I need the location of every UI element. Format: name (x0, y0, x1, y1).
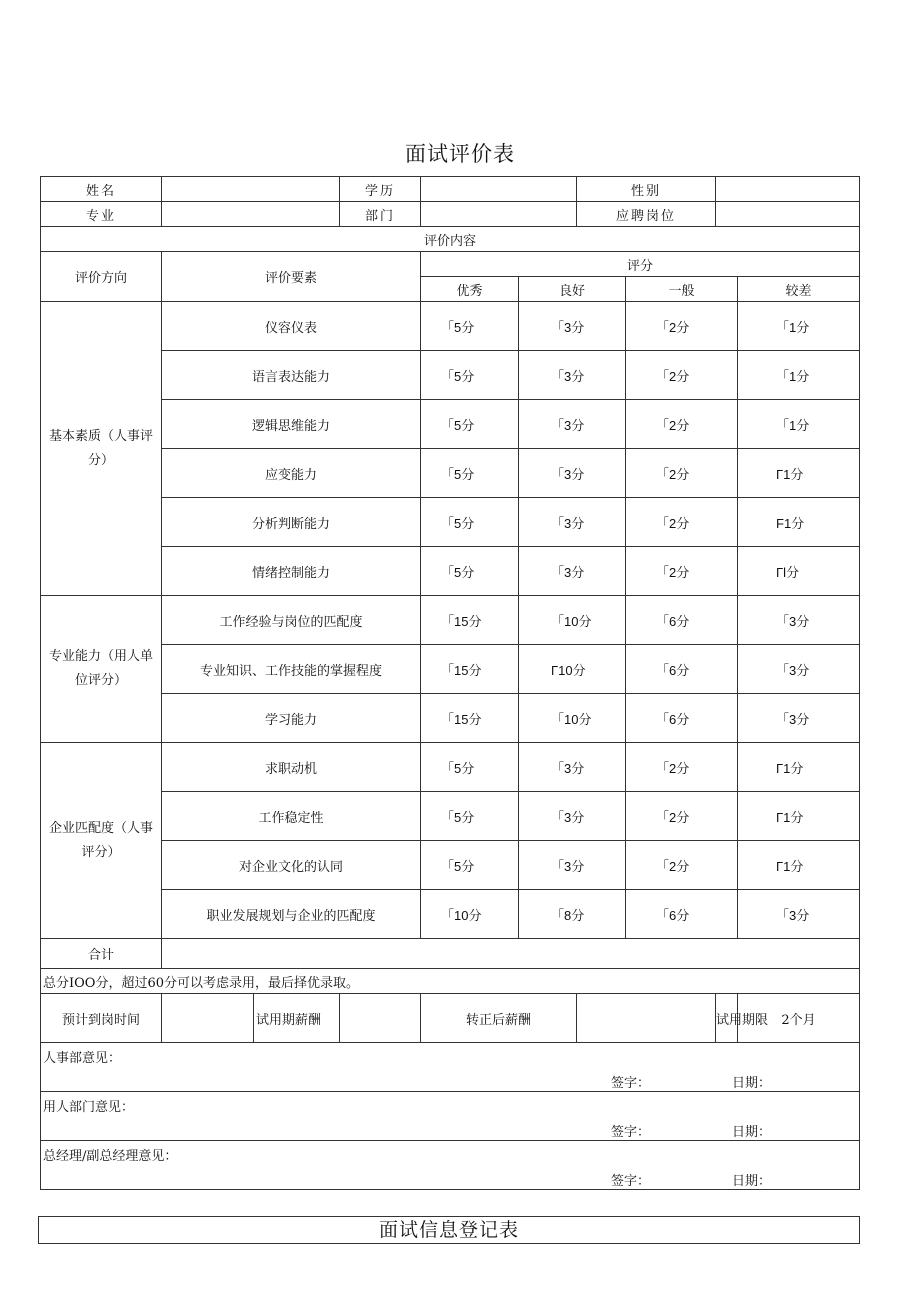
total-field[interactable] (162, 939, 860, 969)
probation-period-label: 试用期限 (716, 994, 738, 1043)
education-label: 学历 (340, 177, 421, 202)
score-option[interactable]: 「3分 (519, 547, 626, 596)
item-label: 分析判断能力 (162, 498, 421, 547)
date-label: 日期： (732, 1076, 772, 1091)
score-option[interactable]: 「2分 (626, 743, 738, 792)
arrival-field[interactable] (162, 994, 254, 1043)
score-option[interactable]: 「2分 (626, 449, 738, 498)
score-option[interactable]: 「3分 (738, 694, 860, 743)
direction-header: 评价方向 (41, 252, 162, 302)
dept-opinion-box[interactable] (41, 1092, 860, 1141)
score-option[interactable]: 「5分 (421, 547, 519, 596)
score-option[interactable]: Γ1分 (738, 743, 860, 792)
score-option[interactable]: 「2分 (626, 841, 738, 890)
score-option[interactable]: 「6分 (626, 694, 738, 743)
gm-opinion-box[interactable] (41, 1141, 860, 1190)
score-option[interactable]: 「3分 (519, 449, 626, 498)
position-label: 应聘岗位 (577, 202, 716, 227)
education-field[interactable] (421, 177, 577, 202)
score-option[interactable]: F1分 (738, 498, 860, 547)
regular-salary-field[interactable] (577, 994, 716, 1043)
gender-label: 性别 (577, 177, 716, 202)
item-label: 语言表达能力 (162, 351, 421, 400)
score-option[interactable]: 「3分 (738, 890, 860, 939)
score-option[interactable]: 「2分 (626, 351, 738, 400)
score-option[interactable]: 「5分 (421, 449, 519, 498)
item-label: 工作经验与岗位的匹配度 (162, 596, 421, 645)
next-form-title: 面试信息登记表 (38, 1216, 860, 1244)
item-label: 求职动机 (162, 743, 421, 792)
score-option[interactable]: 「5分 (421, 351, 519, 400)
total-label: 合计 (41, 939, 162, 969)
hr-opinion-box[interactable] (41, 1043, 860, 1092)
elements-header: 评价要素 (162, 252, 421, 302)
score-option[interactable]: 「5分 (421, 400, 519, 449)
score-option[interactable]: 「5分 (421, 792, 519, 841)
level-average: 一般 (626, 277, 738, 302)
score-option[interactable]: 「3分 (738, 645, 860, 694)
item-label: 仪容仪表 (162, 302, 421, 351)
hr-opinion-label: 人事部意见： (43, 1051, 122, 1066)
score-option[interactable]: 「1分 (738, 400, 860, 449)
score-option[interactable]: 「2分 (626, 302, 738, 351)
signature-label: 签字： (611, 1076, 651, 1091)
score-option[interactable]: 「15分 (421, 645, 519, 694)
item-label: 情绪控制能力 (162, 547, 421, 596)
score-option[interactable]: 「3分 (519, 351, 626, 400)
section-header: 评价内容 (41, 227, 860, 252)
score-option[interactable]: 「15分 (421, 596, 519, 645)
item-label: 学习能力 (162, 694, 421, 743)
score-option[interactable]: 「2分 (626, 400, 738, 449)
name-field[interactable] (162, 177, 340, 202)
name-label: 姓名 (41, 177, 162, 202)
score-option[interactable]: 「1分 (738, 351, 860, 400)
item-label: 工作稳定性 (162, 792, 421, 841)
score-option[interactable]: 「2分 (626, 547, 738, 596)
position-field[interactable] (716, 202, 860, 227)
score-option[interactable]: 「2分 (626, 792, 738, 841)
score-option[interactable]: Γl分 (738, 547, 860, 596)
score-option[interactable]: 「6分 (626, 596, 738, 645)
score-option[interactable]: 「3分 (519, 498, 626, 547)
score-option[interactable]: 「1分 (738, 302, 860, 351)
major-field[interactable] (162, 202, 340, 227)
score-option[interactable]: Γ10分 (519, 645, 626, 694)
level-excellent: 优秀 (421, 277, 519, 302)
date-label: 日期： (732, 1125, 772, 1140)
level-poor: 较差 (738, 277, 860, 302)
score-option[interactable]: 「6分 (626, 890, 738, 939)
score-option[interactable]: 「3分 (519, 302, 626, 351)
score-option[interactable]: 「10分 (519, 596, 626, 645)
item-label: 逻辑思维能力 (162, 400, 421, 449)
gender-field[interactable] (716, 177, 860, 202)
group-professional-ability: 专业能力（用人单位评分） (41, 596, 162, 743)
regular-salary-label: 转正后薪酬 (421, 994, 577, 1043)
form-title: 面试评价表 (405, 142, 515, 166)
probation-period-value: 2个月 (738, 994, 860, 1043)
probation-salary-field[interactable] (340, 994, 421, 1043)
score-option[interactable]: 「5分 (421, 498, 519, 547)
score-option[interactable]: 「3分 (738, 596, 860, 645)
level-good: 良好 (519, 277, 626, 302)
item-label: 应变能力 (162, 449, 421, 498)
score-header: 评分 (421, 252, 860, 277)
score-option[interactable]: Γ1分 (738, 449, 860, 498)
group-company-fit: 企业匹配度（人事评分） (41, 743, 162, 939)
item-label: 专业知识、工作技能的掌握程度 (162, 645, 421, 694)
arrival-label: 预计到岗时间 (41, 994, 162, 1043)
score-option[interactable]: 「10分 (519, 694, 626, 743)
score-option[interactable]: Γ1分 (738, 841, 860, 890)
score-option[interactable]: 「15分 (421, 694, 519, 743)
department-label: 部门 (340, 202, 421, 227)
score-option[interactable]: 「3分 (519, 841, 626, 890)
score-option[interactable]: 「2分 (626, 498, 738, 547)
probation-salary-label: 试用期薪酬 (254, 994, 340, 1043)
score-option[interactable]: 「10分 (421, 890, 519, 939)
score-option[interactable]: 「8分 (519, 890, 626, 939)
score-option[interactable]: 「3分 (519, 400, 626, 449)
department-field[interactable] (421, 202, 577, 227)
score-option[interactable]: 「5分 (421, 841, 519, 890)
group-basic-quality: 基本素质（人事评分） (41, 302, 162, 596)
score-option[interactable]: 「3分 (519, 792, 626, 841)
signature-label: 签字： (611, 1174, 651, 1189)
item-label: 职业发展规划与企业的匹配度 (162, 890, 421, 939)
score-option[interactable]: Γ1分 (738, 792, 860, 841)
score-option[interactable]: 「5分 (421, 743, 519, 792)
signature-label: 签字： (611, 1125, 651, 1140)
interview-evaluation-table (40, 176, 860, 1190)
date-label: 日期： (732, 1174, 772, 1189)
score-option[interactable]: 「3分 (519, 743, 626, 792)
gm-opinion-label: 总经理/副总经理意见： (43, 1149, 178, 1164)
score-option[interactable]: 「5分 (421, 302, 519, 351)
scoring-note: 总分IOO分，超过60分可以考虑录用，最后择优录取。 (41, 969, 860, 994)
item-label: 对企业文化的认同 (162, 841, 421, 890)
major-label: 专业 (41, 202, 162, 227)
score-option[interactable]: 「6分 (626, 645, 738, 694)
dept-opinion-label: 用人部门意见： (43, 1100, 135, 1115)
